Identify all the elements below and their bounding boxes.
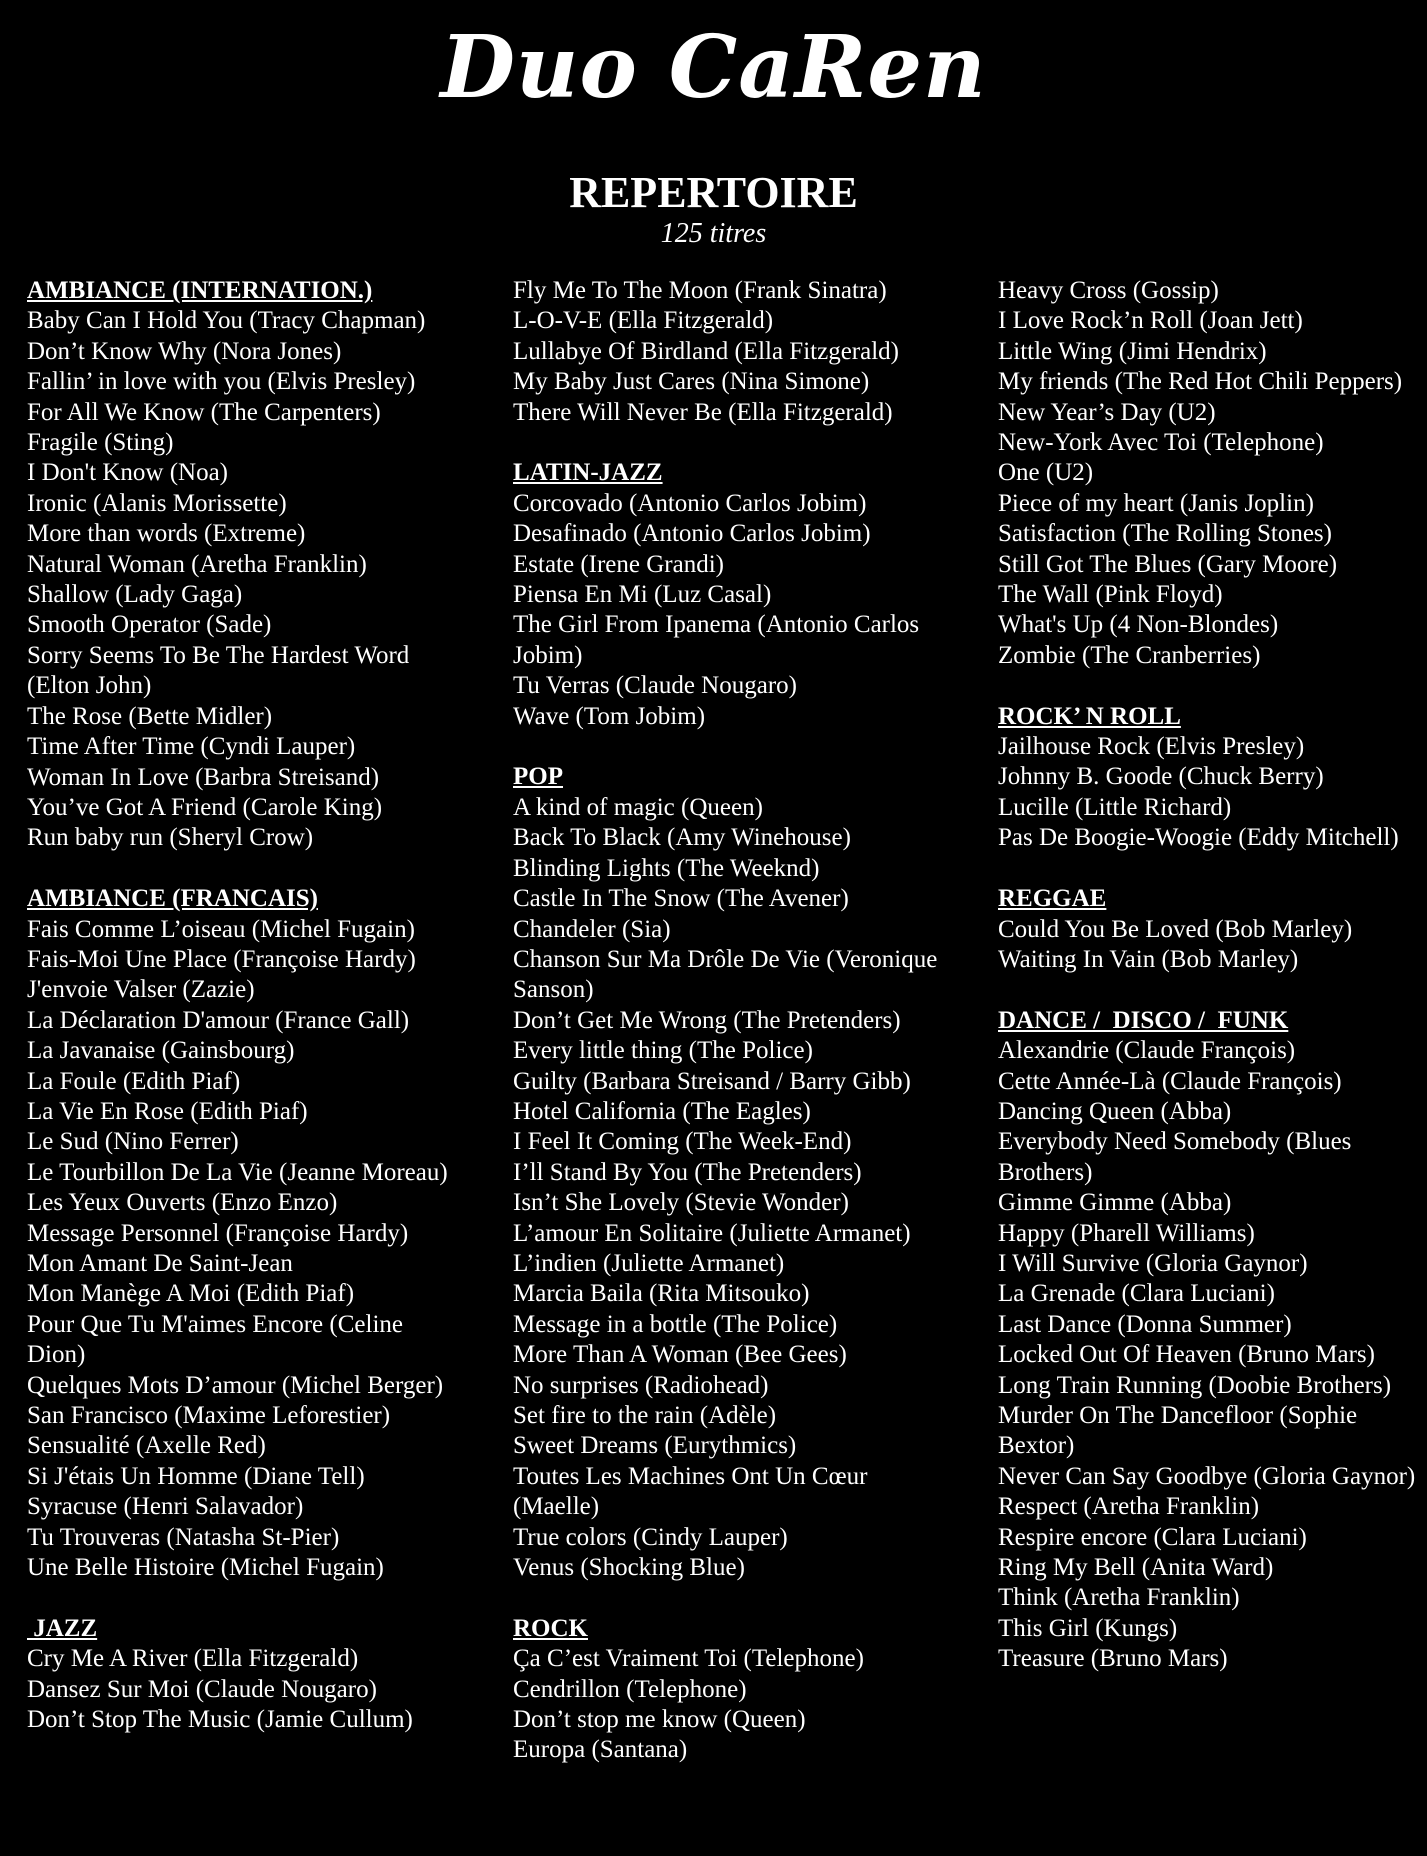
- song-item: Smooth Operator (Sade): [27, 611, 272, 639]
- page-subtitle: 125 titres: [660, 218, 767, 249]
- song-item: Sensualité (Axelle Red): [27, 1432, 266, 1460]
- song-item: Heavy Cross (Gossip): [998, 277, 1219, 304]
- song-item: La Javanaise (Gainsbourg): [27, 1037, 295, 1065]
- song-item: Guilty (Barbara Streisand / Barry Gibb): [513, 1067, 911, 1095]
- song-item: Pas De Boogie-Woogie (Eddy Mitchell): [998, 824, 1399, 852]
- song-item: Sorry Seems To Be The Hardest Word (Elton John): [27, 641, 410, 700]
- song-item: I Feel It Coming (The Week-End): [513, 1128, 852, 1156]
- song-section: [513, 458, 953, 732]
- song-item: My Baby Just Cares (Nina Simone): [513, 368, 870, 396]
- song-item: Could You Be Loved (Bob Marley): [998, 915, 1353, 943]
- song-item: Piensa En Mi (Luz Casal): [513, 581, 772, 609]
- song-item: Fragile (Sting): [27, 429, 174, 457]
- song-item: Le Tourbillon De La Vie (Jeanne Moreau): [27, 1158, 448, 1186]
- song-item: L’indien (Juliette Armanet): [513, 1249, 785, 1277]
- song-item: One (U2): [998, 459, 1094, 487]
- song-item: Lucille (Little Richard): [998, 793, 1232, 821]
- song-item: Every little thing (The Police): [513, 1037, 813, 1065]
- song-section: [513, 1614, 953, 1766]
- section-title: ROCK’ N ROLL: [998, 702, 1181, 730]
- song-item: Cry Me A River (Ella Fitzgerald): [27, 1645, 359, 1673]
- song-item: More Than A Woman (Bee Gees): [513, 1341, 847, 1369]
- song-section: [998, 276, 1418, 671]
- song-item: Syracuse (Henri Salavador): [27, 1493, 304, 1521]
- song-item: Jailhouse Rock (Elvis Presley): [998, 733, 1305, 761]
- song-item: A kind of magic (Queen): [513, 793, 763, 821]
- song-item: Baby Can I Hold You (Tracy Chapman): [27, 307, 426, 335]
- song-item: Fly Me To The Moon (Frank Sinatra): [513, 277, 887, 304]
- song-item: Set fire to the rain (Adèle): [513, 1402, 777, 1429]
- song-item: More than words (Extreme): [27, 520, 306, 548]
- song-item: Satisfaction (The Rolling Stones): [998, 520, 1332, 548]
- song-item: Don’t Stop The Music (Jamie Cullum): [27, 1706, 413, 1734]
- song-item: Fais Comme L’oiseau (Michel Fugain): [27, 915, 415, 943]
- song-item: Ironic (Alanis Morissette): [27, 489, 287, 517]
- song-item: La Grenade (Clara Luciani): [998, 1280, 1275, 1308]
- song-item: Chandeler (Sia): [513, 915, 671, 943]
- song-item: Waiting In Vain (Bob Marley): [998, 945, 1299, 973]
- song-section: [998, 1006, 1418, 1675]
- song-item: Back To Black (Amy Winehouse): [513, 824, 851, 852]
- song-item: Message in a bottle (The Police): [513, 1310, 838, 1338]
- song-item: Respire encore (Clara Luciani): [998, 1523, 1307, 1551]
- song-item: La Vie En Rose (Edith Piaf): [27, 1097, 308, 1125]
- song-item: Hotel California (The Eagles): [513, 1097, 811, 1125]
- song-item: I Will Survive (Gloria Gaynor): [998, 1249, 1308, 1277]
- song-item: Le Sud (Nino Ferrer): [27, 1128, 239, 1156]
- song-item: Ça C’est Vraiment Toi (Telephone): [513, 1645, 864, 1673]
- song-item: Corcovado (Antonio Carlos Jobim): [513, 489, 867, 517]
- section-title: REGGAE: [998, 885, 1107, 913]
- logo: Duo CaRen: [440, 17, 987, 118]
- song-item: This Girl (Kungs): [998, 1614, 1178, 1642]
- song-item: You’ve Got A Friend (Carole King): [27, 793, 383, 821]
- song-item: I Love Rock’n Roll (Joan Jett): [998, 307, 1303, 335]
- song-item: Treasure (Bruno Mars): [998, 1645, 1228, 1673]
- song-item: Alexandrie (Claude François): [998, 1037, 1296, 1065]
- header: [0, 0, 1427, 250]
- song-item: Les Yeux Ouverts (Enzo Enzo): [27, 1189, 338, 1217]
- song-item: Piece of my heart (Janis Joplin): [998, 489, 1314, 517]
- song-item: Ring My Bell (Anita Ward): [998, 1554, 1274, 1582]
- song-item: Last Dance (Donna Summer): [998, 1310, 1292, 1338]
- song-item: Si J'étais Un Homme (Diane Tell): [27, 1462, 365, 1490]
- song-item: Never Can Say Goodbye (Gloria Gaynor): [998, 1462, 1416, 1490]
- song-item: Don’t Know Why (Nora Jones): [27, 337, 342, 365]
- song-item: The Girl From Ipanema (Antonio Carlos Jobim): [513, 611, 920, 669]
- song-item: Lullabye Of Birdland (Ella Fitzgerald): [513, 337, 899, 365]
- song-section: [998, 884, 1418, 975]
- song-item: The Wall (Pink Floyd): [998, 581, 1223, 609]
- column-1: [27, 276, 467, 1766]
- song-item: Zombie (The Cranberries): [998, 641, 1261, 669]
- song-item: Tu Verras (Claude Nougaro): [513, 672, 797, 700]
- song-item: Think (Aretha Franklin): [998, 1584, 1240, 1612]
- song-item: There Will Never Be (Ella Fitzgerald): [513, 398, 893, 426]
- song-item: Time After Time (Cyndi Lauper): [27, 733, 356, 761]
- song-item: I Don't Know (Noa): [27, 459, 228, 487]
- song-item: Chanson Sur Ma Drôle De Vie (Veronique Sanson): [513, 945, 938, 1004]
- song-item: Don’t stop me know (Queen): [513, 1706, 806, 1734]
- song-item: La Foule (Edith Piaf): [27, 1067, 241, 1095]
- song-item: L-O-V-E (Ella Fitzgerald): [513, 307, 774, 335]
- song-item: Dancing Queen (Abba): [998, 1097, 1232, 1125]
- song-item: For All We Know (The Carpenters): [27, 398, 381, 426]
- song-item: Pour Que Tu M'aimes Encore (Celine Dion): [27, 1310, 403, 1369]
- song-item: Tu Trouveras (Natasha St-Pier): [27, 1523, 340, 1551]
- song-item: Johnny B. Goode (Chuck Berry): [998, 763, 1324, 791]
- song-item: Gimme Gimme (Abba): [998, 1189, 1232, 1217]
- song-item: La Déclaration D'amour (France Gall): [27, 1006, 410, 1034]
- song-item: Cette Année-Là (Claude François): [998, 1067, 1342, 1095]
- section-title: AMBIANCE (INTERNATION.): [27, 277, 373, 304]
- section-title: JAZZ: [27, 1614, 98, 1642]
- song-item: Europa (Santana): [513, 1736, 688, 1764]
- song-item: What's Up (4 Non-Blondes): [998, 611, 1279, 639]
- song-item: New-York Avec Toi (Telephone): [998, 429, 1324, 457]
- page-title: REPERTOIRE: [569, 168, 858, 217]
- section-title: DANCE / DISCO / FUNK: [998, 1006, 1289, 1034]
- song-item: Everybody Need Somebody (Blues Brothers): [998, 1128, 1352, 1186]
- song-item: Quelques Mots D’amour (Michel Berger): [27, 1371, 444, 1399]
- song-item: New Year’s Day (U2): [998, 398, 1216, 426]
- section-title: ROCK: [513, 1614, 588, 1642]
- song-item: Castle In The Snow (The Avener): [513, 885, 849, 913]
- song-item: Venus (Shocking Blue): [513, 1554, 745, 1582]
- song-item: True colors (Cindy Lauper): [513, 1523, 788, 1551]
- song-item: I’ll Stand By You (The Pretenders): [513, 1158, 862, 1186]
- song-item: The Rose (Bette Midler): [27, 702, 273, 730]
- song-item: Mon Manège A Moi (Edith Piaf): [27, 1280, 355, 1308]
- song-item: Run baby run (Sheryl Crow): [27, 824, 314, 852]
- song-item: Long Train Running (Doobie Brothers): [998, 1371, 1392, 1399]
- song-item: Cendrillon (Telephone): [513, 1675, 747, 1703]
- song-item: Natural Woman (Aretha Franklin): [27, 550, 367, 578]
- song-item: L’amour En Solitaire (Juliette Armanet): [513, 1219, 911, 1247]
- song-item: Isn’t She Lovely (Stevie Wonder): [513, 1189, 849, 1217]
- song-item: Mon Amant De Saint-Jean: [27, 1249, 293, 1277]
- song-item: Still Got The Blues (Gary Moore): [998, 550, 1338, 578]
- song-section: [27, 884, 467, 1583]
- column-3: [998, 276, 1418, 1705]
- song-section: [513, 276, 953, 428]
- song-item: Desafinado (Antonio Carlos Jobim): [513, 520, 871, 548]
- song-item: No surprises (Radiohead): [513, 1371, 769, 1399]
- song-item: Don’t Get Me Wrong (The Pretenders): [513, 1006, 901, 1034]
- song-item: Blinding Lights (The Weeknd): [513, 854, 820, 882]
- song-item: Murder On The Dancefloor (Sophie Bextor): [998, 1401, 1358, 1460]
- song-item: Fais-Moi Une Place (Françoise Hardy): [27, 945, 416, 973]
- song-item: My friends (The Red Hot Chili Peppers): [998, 368, 1403, 396]
- section-title: POP: [513, 763, 563, 791]
- song-item: Respect (Aretha Franklin): [998, 1493, 1260, 1521]
- song-item: Woman In Love (Barbra Streisand): [27, 763, 380, 791]
- song-item: Little Wing (Jimi Hendrix): [998, 337, 1267, 365]
- song-section: [27, 1614, 467, 1736]
- song-item: J'envoie Valser (Zazie): [27, 976, 255, 1004]
- song-section: [998, 702, 1418, 854]
- song-item: Wave (Tom Jobim): [513, 702, 706, 730]
- song-item: San Francisco (Maxime Leforestier): [27, 1402, 391, 1430]
- song-item: Marcia Baila (Rita Mitsouko): [513, 1280, 810, 1308]
- song-item: Happy (Pharell Williams): [998, 1219, 1255, 1247]
- song-item: Locked Out Of Heaven (Bruno Mars): [998, 1341, 1375, 1369]
- song-item: Dansez Sur Moi (Claude Nougaro): [27, 1675, 377, 1703]
- song-item: Message Personnel (Françoise Hardy): [27, 1219, 409, 1247]
- song-section: [513, 762, 953, 1583]
- song-item: Fallin’ in love with you (Elvis Presley): [27, 368, 416, 396]
- song-item: Sweet Dreams (Eurythmics): [513, 1432, 797, 1460]
- section-title: LATIN-JAZZ: [513, 459, 663, 487]
- song-section: [27, 276, 467, 854]
- song-item: Une Belle Histoire (Michel Fugain): [27, 1554, 384, 1582]
- section-title: AMBIANCE (FRANCAIS): [27, 885, 318, 913]
- song-item: Toutes Les Machines Ont Un Cœur (Maelle): [513, 1462, 868, 1521]
- song-item: Shallow (Lady Gaga): [27, 581, 243, 609]
- song-item: Estate (Irene Grandi): [513, 550, 724, 578]
- column-2: [513, 276, 953, 1796]
